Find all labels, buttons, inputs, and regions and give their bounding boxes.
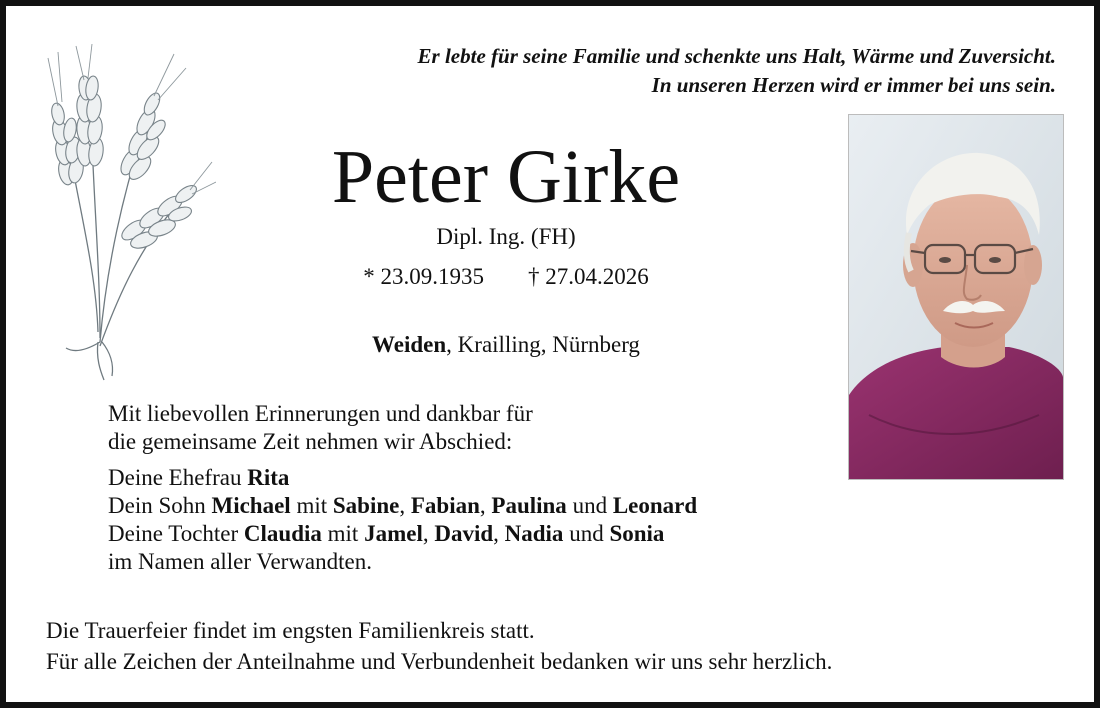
footer-line-1: Die Trauerfeier findet im engsten Familienkreis statt. [46, 618, 535, 643]
son-name: Michael [211, 493, 291, 518]
daughter-child-3: Sonia [609, 521, 665, 546]
daughter-partner: Jamel [364, 521, 423, 546]
portrait-illustration [849, 115, 1063, 479]
son-prefix: Dein Sohn [108, 493, 212, 518]
daughter-child-2: Nadia [504, 521, 564, 546]
life-dates [256, 262, 756, 292]
son-child-3: Leonard [612, 493, 698, 518]
son-child-1: Fabian [410, 493, 480, 518]
footer-line-2: Für alle Zeichen der Anteilnahme und Verbundenheit bedanken wir uns sehr herzlich. [46, 649, 833, 674]
daughter-child-1: David [434, 521, 494, 546]
wheat-ears-icon [40, 42, 216, 382]
son-line [108, 492, 848, 520]
birth-date: * 23.09.1935 [363, 264, 484, 289]
deceased-name: Peter Girke [331, 135, 681, 219]
son-mit: mit [290, 493, 333, 518]
portrait-photo [848, 114, 1064, 480]
farewell-line-1: Mit liebevollen Erinnerungen und dankbar für [108, 401, 533, 426]
daughter-mit: mit [321, 521, 365, 546]
daughter-sep-1: , [422, 521, 435, 546]
academic-title: Dipl. Ing. (FH) [436, 224, 576, 249]
wife-name: Rita [247, 465, 290, 490]
memorial-quote [296, 42, 1056, 100]
family-block [108, 400, 848, 576]
daughter-prefix: Deine Tochter [108, 521, 244, 546]
places [256, 330, 756, 360]
daughter-und: und [563, 521, 610, 546]
son-und: und [566, 493, 613, 518]
son-sep-1: , [399, 493, 411, 518]
death-date: † 27.04.2026 [528, 264, 649, 289]
son-child-2: Paulina [491, 493, 567, 518]
closing-line: im Namen aller Verwandten. [108, 549, 372, 574]
wife-line [108, 464, 848, 492]
son-sep-2: , [479, 493, 492, 518]
place-rest: , Krailling, Nürnberg [446, 332, 640, 357]
wife-prefix: Deine Ehefrau [108, 465, 248, 490]
quote-line-2: In unseren Herzen wird er immer bei uns sein. [651, 73, 1056, 97]
daughter-name: Claudia [243, 521, 322, 546]
quote-line-1: Er lebte für seine Familie und schenkte uns Halt, Wärme und Zuversicht. [417, 44, 1056, 68]
place-main: Weiden [372, 332, 447, 357]
footer [46, 615, 1066, 677]
son-partner: Sabine [332, 493, 400, 518]
farewell-line-2: die gemeinsame Zeit nehmen wir Abschied: [108, 429, 513, 454]
daughter-sep-2: , [493, 521, 505, 546]
daughter-line [108, 520, 848, 548]
